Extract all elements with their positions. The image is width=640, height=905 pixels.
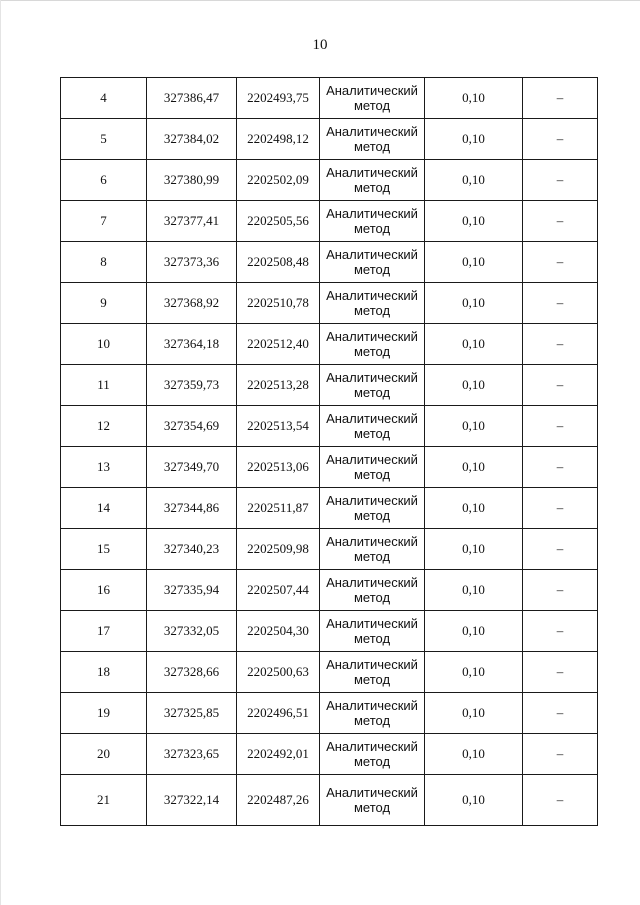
y-coordinate-cell: 2202513,54	[237, 406, 320, 447]
method-line-2: метод	[353, 631, 391, 646]
note-cell: –	[523, 570, 598, 611]
method-line-2: метод	[353, 385, 391, 400]
point-number-cell: 10	[61, 324, 147, 365]
x-coordinate-cell: 327340,23	[147, 529, 237, 570]
table-row	[61, 406, 598, 447]
method-line-1: Аналитический	[326, 370, 418, 385]
note-cell: –	[523, 406, 598, 447]
table-row	[61, 78, 598, 119]
precision-cell: 0,10	[425, 734, 523, 775]
x-coordinate-cell: 327373,36	[147, 242, 237, 283]
method-cell	[320, 119, 425, 160]
method-line-1: Аналитический	[326, 83, 418, 98]
note-cell: –	[523, 119, 598, 160]
point-number-cell: 13	[61, 447, 147, 488]
table-body	[61, 78, 598, 826]
table-row	[61, 611, 598, 652]
method-line-1: Аналитический	[326, 657, 418, 672]
method-line-1: Аналитический	[326, 247, 418, 262]
precision-cell: 0,10	[425, 406, 523, 447]
note-cell: –	[523, 611, 598, 652]
precision-cell: 0,10	[425, 365, 523, 406]
table-row	[61, 652, 598, 693]
note-cell: –	[523, 652, 598, 693]
point-number-cell: 12	[61, 406, 147, 447]
page-edge-top	[0, 0, 640, 1]
precision-cell: 0,10	[425, 488, 523, 529]
x-coordinate-cell: 327323,65	[147, 734, 237, 775]
method-line-1: Аналитический	[326, 739, 418, 754]
table-row	[61, 775, 598, 826]
x-coordinate-cell: 327322,14	[147, 775, 237, 826]
precision-cell: 0,10	[425, 242, 523, 283]
x-coordinate-cell: 327332,05	[147, 611, 237, 652]
table-row	[61, 734, 598, 775]
y-coordinate-cell: 2202511,87	[237, 488, 320, 529]
note-cell: –	[523, 201, 598, 242]
y-coordinate-cell: 2202498,12	[237, 119, 320, 160]
table-row	[61, 324, 598, 365]
precision-cell: 0,10	[425, 283, 523, 324]
method-line-2: метод	[353, 262, 391, 277]
method-line-2: метод	[353, 139, 391, 154]
x-coordinate-cell: 327386,47	[147, 78, 237, 119]
note-cell: –	[523, 488, 598, 529]
x-coordinate-cell: 327380,99	[147, 160, 237, 201]
precision-cell: 0,10	[425, 570, 523, 611]
method-line-1: Аналитический	[326, 411, 418, 426]
method-line-2: метод	[353, 221, 391, 236]
note-cell: –	[523, 78, 598, 119]
method-line-2: метод	[353, 508, 391, 523]
method-cell	[320, 406, 425, 447]
method-cell	[320, 447, 425, 488]
x-coordinate-cell: 327328,66	[147, 652, 237, 693]
x-coordinate-cell: 327354,69	[147, 406, 237, 447]
note-cell: –	[523, 693, 598, 734]
method-line-2: метод	[353, 672, 391, 687]
method-line-1: Аналитический	[326, 785, 418, 800]
y-coordinate-cell: 2202512,40	[237, 324, 320, 365]
y-coordinate-cell: 2202508,48	[237, 242, 320, 283]
method-line-2: метод	[353, 590, 391, 605]
method-line-1: Аналитический	[326, 616, 418, 631]
coordinates-table	[60, 77, 598, 826]
note-cell: –	[523, 242, 598, 283]
method-line-2: метод	[353, 98, 391, 113]
table-row	[61, 119, 598, 160]
table-row	[61, 283, 598, 324]
method-line-2: метод	[353, 303, 391, 318]
note-cell: –	[523, 529, 598, 570]
method-line-1: Аналитический	[326, 288, 418, 303]
precision-cell: 0,10	[425, 693, 523, 734]
point-number-cell: 11	[61, 365, 147, 406]
method-line-2: метод	[353, 549, 391, 564]
table-row	[61, 570, 598, 611]
point-number-cell: 21	[61, 775, 147, 826]
y-coordinate-cell: 2202513,28	[237, 365, 320, 406]
note-cell: –	[523, 734, 598, 775]
point-number-cell: 7	[61, 201, 147, 242]
method-line-1: Аналитический	[326, 165, 418, 180]
method-cell	[320, 570, 425, 611]
method-line-1: Аналитический	[326, 493, 418, 508]
precision-cell: 0,10	[425, 119, 523, 160]
method-cell	[320, 160, 425, 201]
y-coordinate-cell: 2202496,51	[237, 693, 320, 734]
point-number-cell: 9	[61, 283, 147, 324]
page-number: 10	[312, 37, 328, 53]
method-line-1: Аналитический	[326, 698, 418, 713]
table-row	[61, 488, 598, 529]
precision-cell: 0,10	[425, 160, 523, 201]
y-coordinate-cell: 2202504,30	[237, 611, 320, 652]
x-coordinate-cell: 327344,86	[147, 488, 237, 529]
x-coordinate-cell: 327364,18	[147, 324, 237, 365]
precision-cell: 0,10	[425, 78, 523, 119]
precision-cell: 0,10	[425, 652, 523, 693]
y-coordinate-cell: 2202505,56	[237, 201, 320, 242]
point-number-cell: 16	[61, 570, 147, 611]
point-number-cell: 20	[61, 734, 147, 775]
method-line-2: метод	[353, 180, 391, 195]
method-cell	[320, 734, 425, 775]
method-cell	[320, 242, 425, 283]
y-coordinate-cell: 2202487,26	[237, 775, 320, 826]
method-line-1: Аналитический	[326, 534, 418, 549]
point-number-cell: 17	[61, 611, 147, 652]
method-cell	[320, 652, 425, 693]
x-coordinate-cell: 327384,02	[147, 119, 237, 160]
method-cell	[320, 283, 425, 324]
method-line-2: метод	[353, 713, 391, 728]
method-cell	[320, 529, 425, 570]
method-cell	[320, 693, 425, 734]
note-cell: –	[523, 775, 598, 826]
x-coordinate-cell: 327359,73	[147, 365, 237, 406]
method-cell	[320, 201, 425, 242]
y-coordinate-cell: 2202510,78	[237, 283, 320, 324]
point-number-cell: 15	[61, 529, 147, 570]
note-cell: –	[523, 283, 598, 324]
point-number-cell: 4	[61, 78, 147, 119]
method-line-2: метод	[353, 800, 391, 815]
precision-cell: 0,10	[425, 447, 523, 488]
x-coordinate-cell: 327368,92	[147, 283, 237, 324]
precision-cell: 0,10	[425, 529, 523, 570]
table-row	[61, 529, 598, 570]
point-number-cell: 18	[61, 652, 147, 693]
point-number-cell: 8	[61, 242, 147, 283]
point-number-cell: 6	[61, 160, 147, 201]
note-cell: –	[523, 160, 598, 201]
y-coordinate-cell: 2202507,44	[237, 570, 320, 611]
table-row	[61, 693, 598, 734]
y-coordinate-cell: 2202513,06	[237, 447, 320, 488]
precision-cell: 0,10	[425, 611, 523, 652]
y-coordinate-cell: 2202500,63	[237, 652, 320, 693]
point-number-cell: 14	[61, 488, 147, 529]
note-cell: –	[523, 447, 598, 488]
table-row	[61, 242, 598, 283]
method-line-1: Аналитический	[326, 206, 418, 221]
method-line-2: метод	[353, 344, 391, 359]
method-cell	[320, 365, 425, 406]
note-cell: –	[523, 324, 598, 365]
point-number-cell: 19	[61, 693, 147, 734]
method-cell	[320, 324, 425, 365]
method-line-2: метод	[353, 754, 391, 769]
x-coordinate-cell: 327335,94	[147, 570, 237, 611]
x-coordinate-cell: 327325,85	[147, 693, 237, 734]
y-coordinate-cell: 2202502,09	[237, 160, 320, 201]
method-line-1: Аналитический	[326, 452, 418, 467]
precision-cell: 0,10	[425, 324, 523, 365]
method-cell	[320, 775, 425, 826]
method-line-1: Аналитический	[326, 575, 418, 590]
point-number-cell: 5	[61, 119, 147, 160]
method-cell	[320, 611, 425, 652]
method-cell	[320, 78, 425, 119]
x-coordinate-cell: 327377,41	[147, 201, 237, 242]
table-row	[61, 201, 598, 242]
x-coordinate-cell: 327349,70	[147, 447, 237, 488]
precision-cell: 0,10	[425, 775, 523, 826]
method-cell	[320, 488, 425, 529]
table-row	[61, 160, 598, 201]
method-line-1: Аналитический	[326, 329, 418, 344]
y-coordinate-cell: 2202509,98	[237, 529, 320, 570]
method-line-2: метод	[353, 426, 391, 441]
precision-cell: 0,10	[425, 201, 523, 242]
method-line-1: Аналитический	[326, 124, 418, 139]
y-coordinate-cell: 2202492,01	[237, 734, 320, 775]
y-coordinate-cell: 2202493,75	[237, 78, 320, 119]
table-row	[61, 365, 598, 406]
method-line-2: метод	[353, 467, 391, 482]
page-edge-left	[0, 0, 1, 905]
table-row	[61, 447, 598, 488]
note-cell: –	[523, 365, 598, 406]
